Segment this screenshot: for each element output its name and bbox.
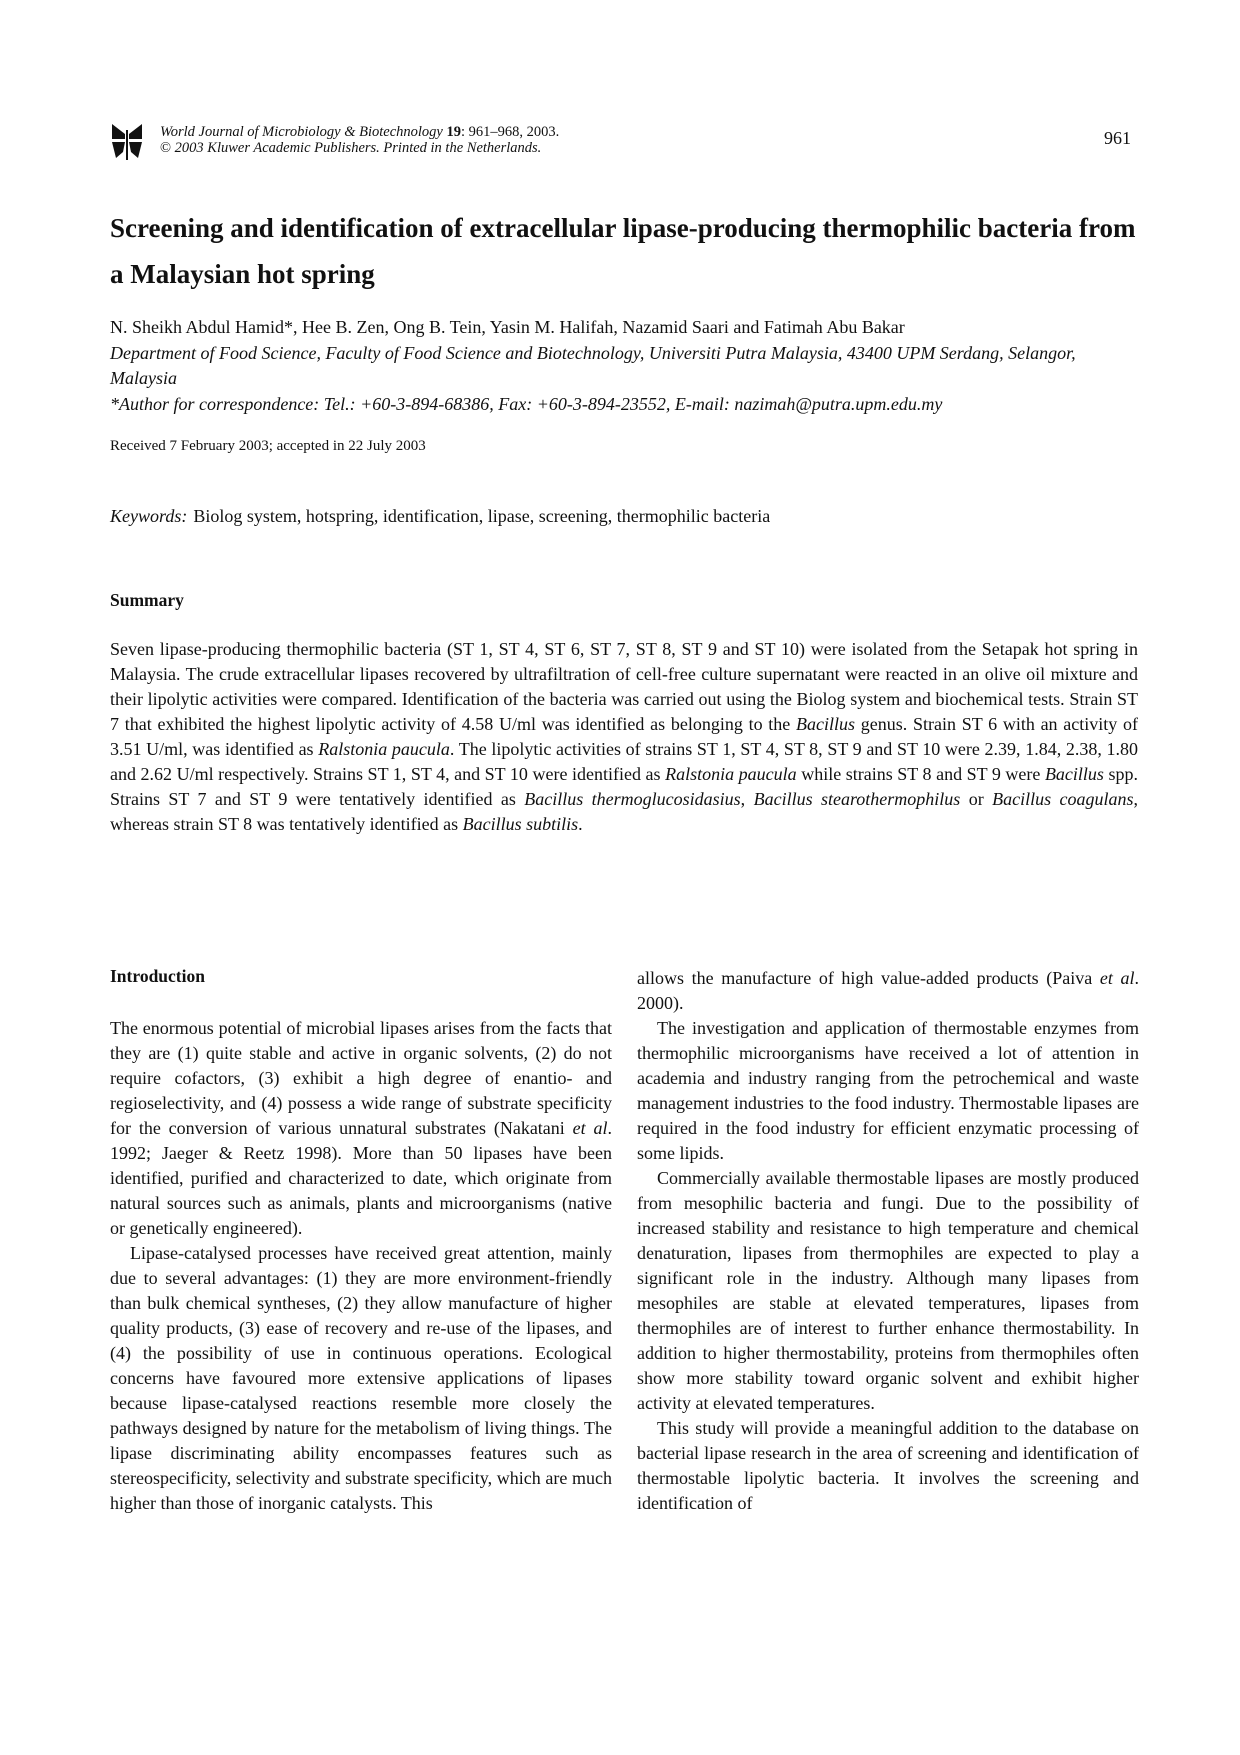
paper-title: Screening and identification of extracellular lipase-producing thermophilic bacteria from a Malaysian hot spring xyxy=(110,213,1136,289)
paragraph xyxy=(637,1166,1139,1416)
italic-term: Ralstonia paucula xyxy=(665,764,797,784)
text-run: Lipase-catalysed processes have received great attention, mainly due to several advantages: (1) they are more environment-friendly than bulk chemical syntheses, (2) they allow manufacture of higher quality products, (3) ease of recovery and re-use of the lipases, and (4) the possibility of use in continuous operations. Ecological concerns have favoured more extensive applications of lipases because lipase-catalysed reactions resemble more closely the pathways designed by nature for the metabolism of living things. The lipase discriminating ability encompasses features such as stereospecificity, selectivity and substrate specificity, which are much higher than those of inorganic catalysts. This xyxy=(110,1243,612,1513)
journal-name: World Journal of Microbiology & Biotechnology xyxy=(160,124,443,140)
journal-header xyxy=(160,124,559,156)
italic-term: Ralstonia paucula xyxy=(318,739,450,759)
introduction-heading: Introduction xyxy=(110,966,205,986)
italic-term: Bacillus thermoglucosidasius xyxy=(524,789,741,809)
italic-term: Bacillus xyxy=(1044,764,1104,784)
text-run: , xyxy=(740,789,754,809)
text-run: The enormous potential of microbial lipases arises from the facts that they are (1) quite stable and active in organic solvents, (2) do not require cofactors, (3) exhibit a high degree of enantio- and regioselectivity, and (4) possess a wide range of substrate specificity for the conversion of various unnatural substrates (Nakatani xyxy=(110,1018,612,1138)
italic-term: Bacillus coagulans xyxy=(992,789,1134,809)
text-run: , whereas strain ST 8 was tentatively identified as xyxy=(110,789,1138,834)
keywords-text: Biolog system, hotspring, identification, lipase, screening, thermophilic bacteria xyxy=(193,506,771,526)
keywords xyxy=(110,506,770,527)
text-run: The investigation and application of thermostable enzymes from thermophilic microorganisms have received a lot of attention in academia and industry ranging from the petrochemical and waste management industries to the food industry. Thermostable lipases are required in the food industry for efficient enzymatic processing of some lipids. xyxy=(637,1018,1139,1163)
paragraph xyxy=(110,1016,612,1241)
text-run: . 2000). xyxy=(637,968,1139,1013)
paragraph xyxy=(110,1241,612,1516)
paragraph xyxy=(637,966,1139,1016)
text-run: while strains ST 8 and ST 9 were xyxy=(796,764,1045,784)
text-run: . xyxy=(578,814,583,834)
publisher-logo-icon xyxy=(110,122,144,160)
text-run: . The lipolytic activities of strains ST 1, ST 4, ST 8, ST 9 and ST 10 were 2.39, 1.84, 2.38, 1.80 and 2.62 U/ml respectively. Strains ST 1, ST 4, and ST 10 were identified as xyxy=(110,739,1139,784)
text-run: Seven lipase-producing thermophilic bacteria (ST 1, ST 4, ST 6, ST 7, ST 8, ST 9 and ST 10) were isolated from the Setapak hot spring in Malaysia. The crude extracellular lipases recovered by ultrafiltration of cell-free culture supernatant were reacted in an olive oil mixture and their lipolytic activities were compared. Identification of the bacteria was carried out using the Biolog system and biochemical tests. Strain ST 7 that exhibited the highest lipolytic activity of 4.58 U/ml was identified as belonging to the xyxy=(110,639,1138,734)
authors: N. Sheikh Abdul Hamid*, Hee B. Zen, Ong B. Tein, Yasin M. Halifah, Nazamid Saari and Fatimah Abu Bakar xyxy=(110,317,905,337)
italic-term: et al xyxy=(572,1118,608,1138)
text-run: This study will provide a meaningful addition to the database on bacterial lipase research in the area of screening and identification of thermostable lipolytic bacteria. It involves the screening and identification of xyxy=(637,1418,1139,1513)
keywords-label: Keywords: xyxy=(110,506,188,526)
italic-term: Bacillus xyxy=(796,714,856,734)
copyright-symbol: © xyxy=(160,140,172,156)
affiliation: Department of Food Science, Faculty of Food Science and Biotechnology, Universiti Putra Malaysia, 43400 UPM Serdang, Selangor, Malaysia xyxy=(110,343,1076,388)
italic-term: Bacillus subtilis xyxy=(462,814,579,834)
journal-pages: : 961–968, 2003. xyxy=(460,124,560,140)
text-run: allows the manufacture of high value-added products (Paiva xyxy=(637,968,1100,988)
journal-volume: 19 xyxy=(446,124,461,140)
paragraph xyxy=(637,1016,1139,1166)
page-number: 961 xyxy=(1104,128,1131,148)
text-run: Commercially available thermostable lipases are mostly produced from mesophilic bacteria and fungi. Due to the possibility of increased stability and resistance to high temperature and chemical denaturation, lipases from thermophiles are expected to play a significant role in the industry. Although many lipases from mesophiles are stable at elevated temperatures, lipases from thermophiles are of interest to further enhance thermostability. In addition to higher thermostability, proteins from thermophiles often show more stability toward organic solvent and exhibit higher activity at elevated temperatures. xyxy=(637,1168,1139,1413)
introduction-left-column xyxy=(110,1016,612,1516)
text-run: . 1992; Jaeger & Reetz 1998). More than 50 lipases have been identified, purified and characterized to date, which originate from natural sources such as animals, plants and microorganisms (native or genetically engineered). xyxy=(110,1118,612,1238)
copyright-line: 2003 Kluwer Academic Publishers. Printed in the Netherlands. xyxy=(171,140,542,156)
text-run: spp. Strains ST 7 and ST 9 were tentatively identified as xyxy=(110,764,1138,809)
italic-term: Bacillus stearothermophilus xyxy=(753,789,961,809)
received-dates: Received 7 February 2003; accepted in 22 July 2003 xyxy=(110,438,426,454)
paragraph xyxy=(637,1416,1139,1516)
summary-heading: Summary xyxy=(110,590,184,610)
text-run: genus. Strain ST 6 with an activity of 3.51 U/ml, was identified as xyxy=(110,714,1138,759)
introduction-right-column xyxy=(637,966,1139,1516)
text-run: or xyxy=(960,789,993,809)
italic-term: et al xyxy=(1099,968,1135,988)
correspondence: *Author for correspondence: Tel.: +60-3-894-68386, Fax: +60-3-894-23552, E-mail: nazimah@putra.upm.edu.my xyxy=(110,394,943,414)
summary-text xyxy=(110,637,1138,837)
